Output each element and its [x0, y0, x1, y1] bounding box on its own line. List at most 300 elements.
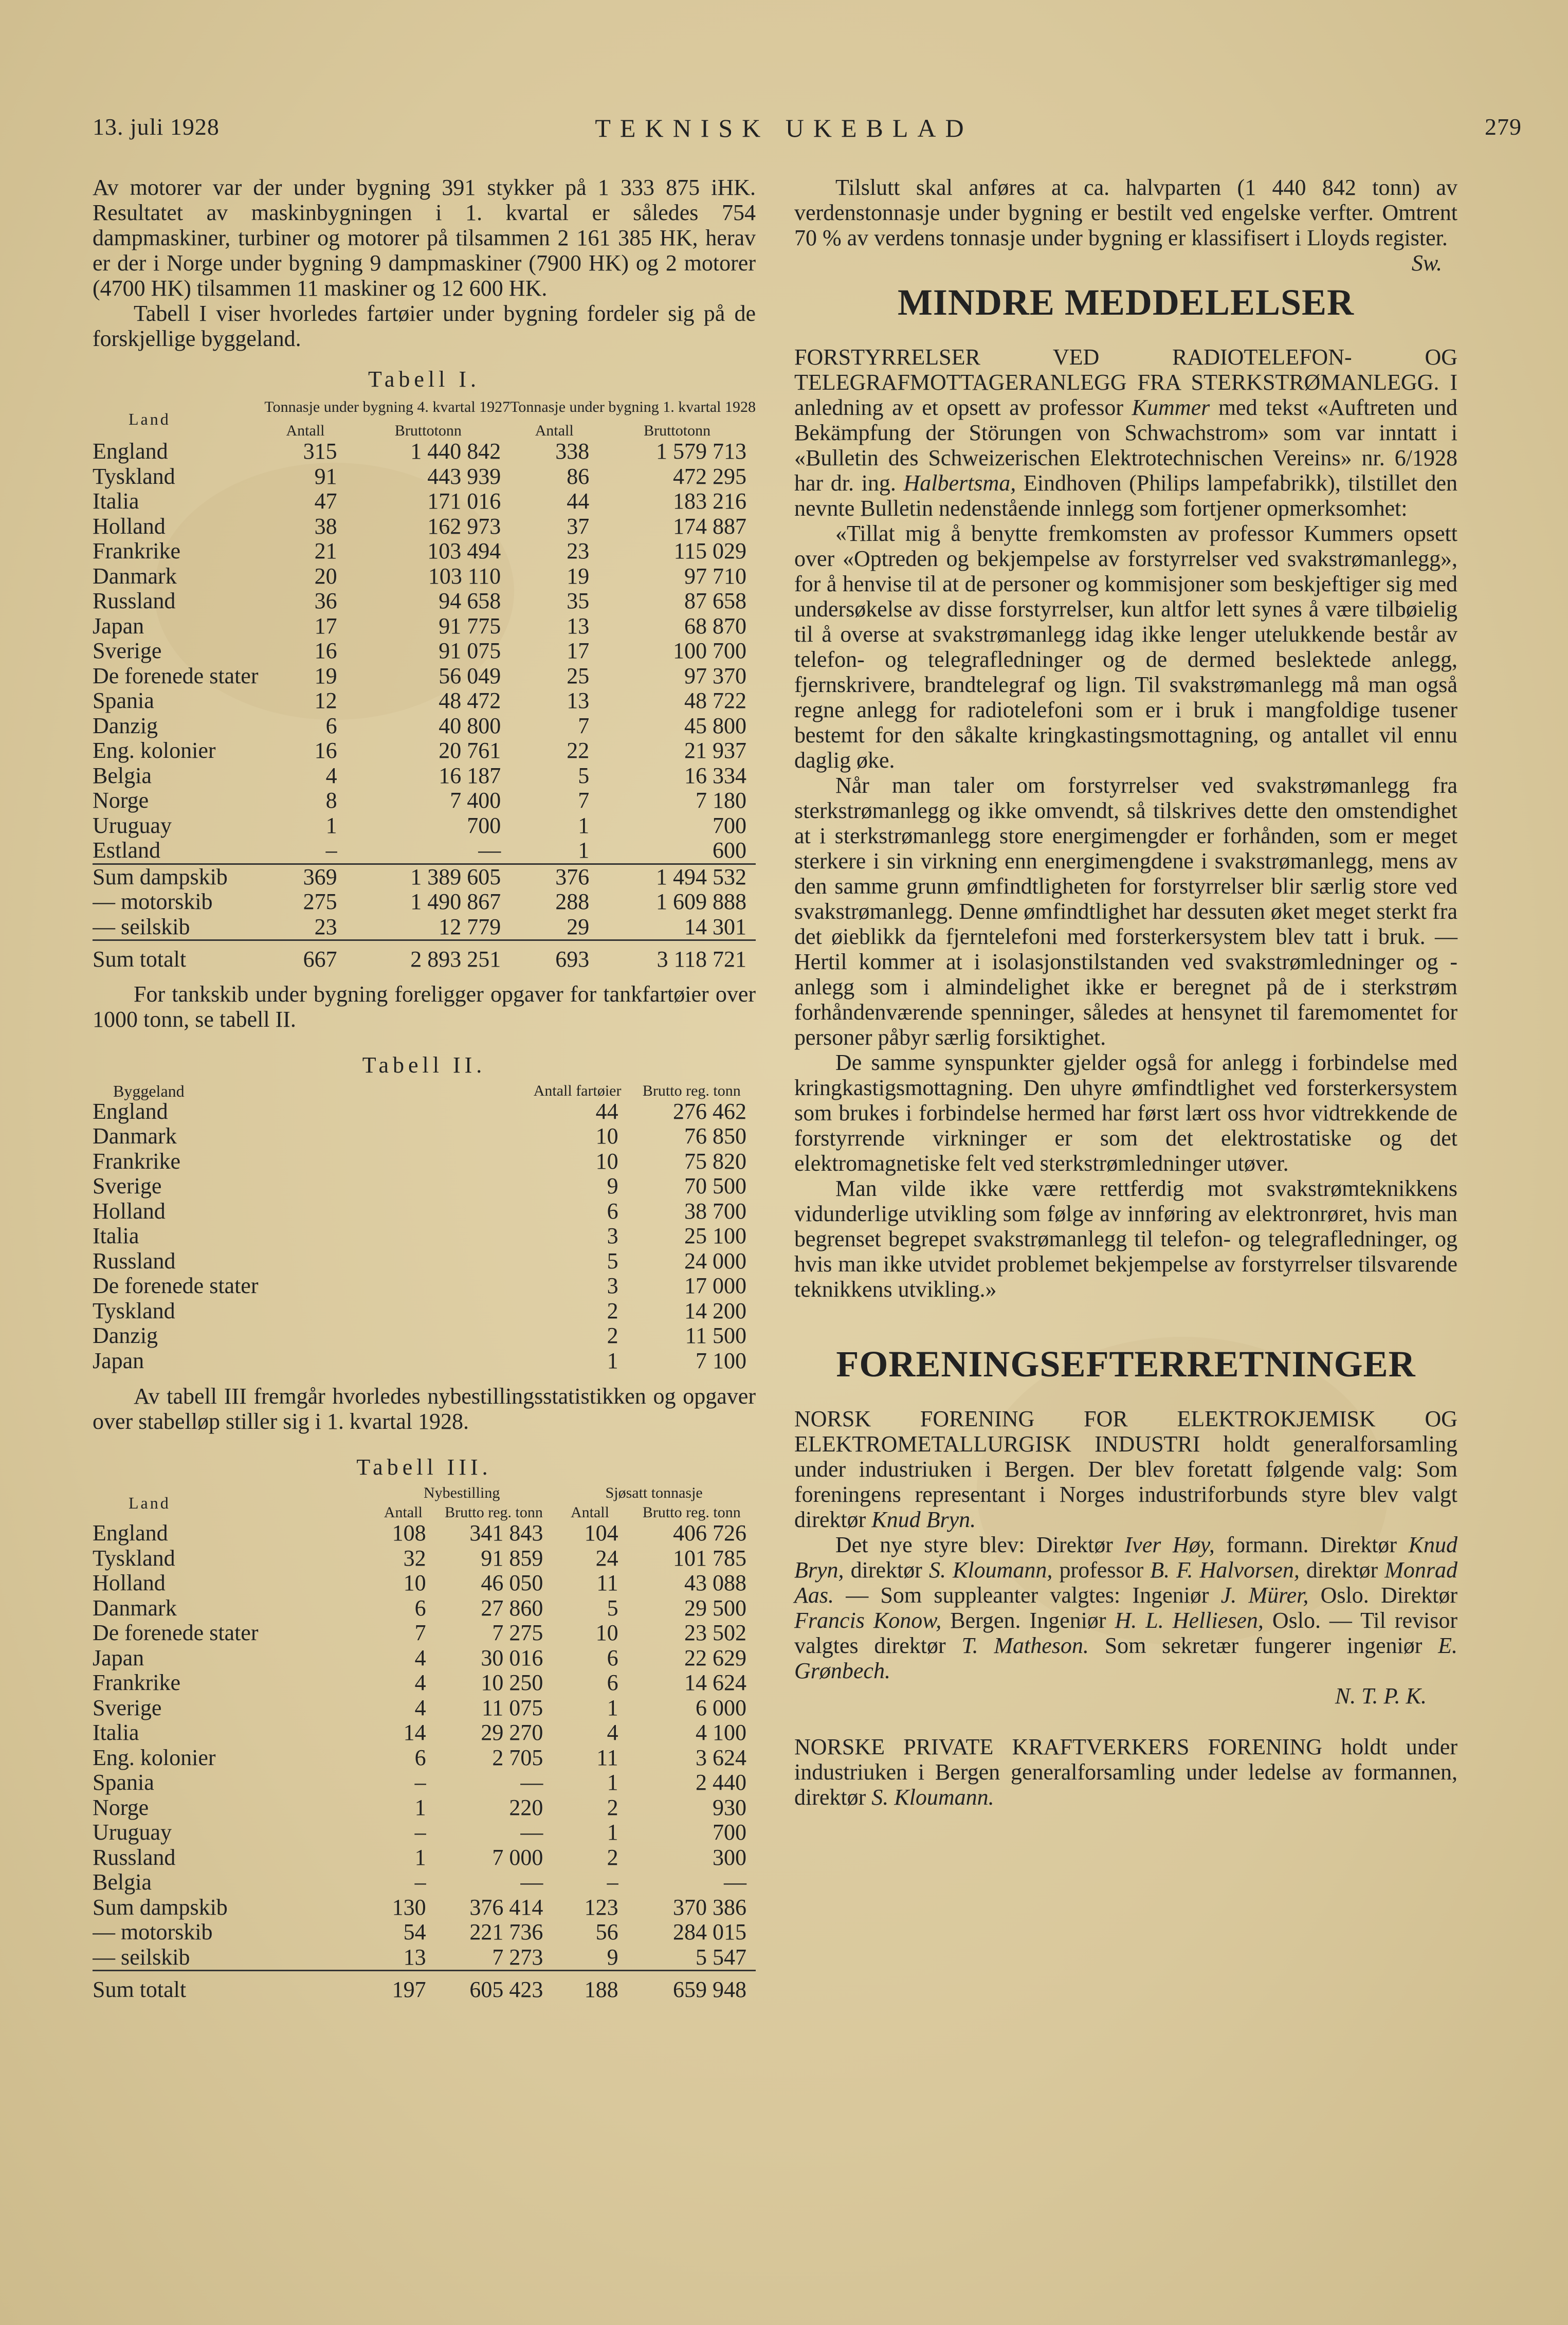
table3-value-cell: 11: [596, 1745, 618, 1770]
table1-country-cell: England: [93, 439, 168, 464]
table-row: [93, 1795, 756, 1821]
table3-value-cell: 4: [414, 1670, 426, 1695]
table3-value-cell: 4: [414, 1695, 426, 1720]
table-row: [93, 639, 756, 664]
table1-value-cell: 7 180: [696, 788, 746, 813]
table1-value-cell: 1 494 532: [656, 864, 746, 889]
table1-value-cell: 115 029: [673, 538, 746, 564]
table1-antall-header: Antall: [286, 422, 325, 439]
table-row: [93, 813, 756, 839]
table1-total-value: 693: [555, 947, 590, 972]
table3-country-cell: — motorskib: [93, 1920, 213, 1945]
article-elektrokjemisk: [794, 1406, 1457, 1532]
table-row: [93, 1845, 756, 1870]
article-text: Eindhoven (Philips lampefabrikk), tilstillet den nevnte Bulletin nedenstående innlegg som fortjener opmerksomhet:: [794, 470, 1458, 521]
table1-country-cell: Italia: [93, 489, 139, 514]
article-text: I anledning av et opsett av professor: [794, 370, 1458, 420]
article-title: NORSK FORENING FOR ELEKTROKJEMISK OG ELEKTROMETALLURGISK INDUSTRI: [794, 1406, 1457, 1457]
text: Som sekretær fungerer ingeniør: [1104, 1633, 1423, 1658]
quote-paragraph-2: Når man taler om forstyrrelser ved svakstrømanlegg fra sterkstrømanlegg og ikke omvendt, så tilskrives dette den omstendighet at i sterkstrømanlegg store energimengder er forhånden, som er meget sterkere i sin virkning enn energimengdene i svakstrømanlegg, mens av den samme grunn ømfindtligheten for forstyrrelser blir særlig store ved svakstrømanlegg. Denne ømfindtlighet har dessuten øket meget sterkt fra det øieblikk da fjerntelefoni med forsterkersystem blev tatt i bruk. — Hertil kommer at i isolasjonstilstanden ved svakstrømledninger og -anlegg som i almindelighet ikke er beregnet på de i sterkstrøm forhåndenværende spenninger, således at hensynet til faremomentet for personer påbyr særlig forsiktighet.: [794, 773, 1457, 1050]
table1-country-cell: Holland: [93, 514, 166, 539]
table3-value-cell: 10 250: [481, 1670, 543, 1695]
table2-country-cell: Japan: [93, 1348, 144, 1373]
table1-country-cell: Japan: [93, 613, 144, 639]
table1-value-cell: 103 110: [428, 563, 501, 589]
table1-country-cell: — seilskib: [93, 914, 190, 939]
table1-value-cell: 1: [578, 838, 590, 863]
table3-value-cell: 2: [607, 1844, 618, 1870]
table3-value-cell: 24: [595, 1545, 618, 1571]
person-name: B. F. Halvorsen,: [1150, 1557, 1300, 1583]
table1-value-cell: 1: [578, 812, 590, 838]
table1-value-cell: 20 761: [439, 738, 501, 763]
table2-value-cell: 11 500: [685, 1323, 746, 1348]
table2: [93, 1083, 756, 1374]
table3-value-cell: —: [520, 1820, 543, 1845]
table3-country-cell: Holland: [93, 1571, 166, 1595]
person-name: Iver Høy,: [1124, 1532, 1215, 1557]
table3-intro: Av tabell III fremgår hvorledes nybestillingsstatistikken og opgaver over stabelløp stiller sig i 1. kvartal 1928.: [93, 1384, 756, 1434]
table2-country-cell: Danzig: [93, 1323, 158, 1348]
table1-country-cell: Danzig: [93, 713, 158, 738]
intro-paragraph: Av motorer var der under bygning 391 stykker på 1 333 875 iHK. Resultatet av maskinbygningen i 1. kvartal er således 754 dampmaskiner, turbiner og motorer på tilsammen 2 161 385 HK, herav er der i Norge under bygning 9 dampmaskiner (7900 HK) og 2 motorer (4700 HK) tilsammen 11 maskiner og 12 600 HK.: [93, 175, 756, 301]
article-text: med tekst «Auftreten und Bekämpfung der Störungen von Schwachstrom» som var inntatt i «Bulletin des Schweizerischen Elektrotechnischen Vereins» nr. 6/1928 har dr. ing.: [794, 395, 1458, 496]
table3-value-cell: 27 860: [481, 1595, 543, 1621]
table3-value-cell: 14 624: [684, 1670, 746, 1695]
table1-value-cell: 5: [578, 762, 590, 788]
section-heading-foreningsefterretninger: FORENINGSEFTERRETNINGER: [836, 1343, 1416, 1385]
table3-country-cell: Spania: [93, 1770, 154, 1795]
table1-value-cell: 91 075: [439, 638, 501, 663]
table3-value-cell: 300: [713, 1844, 746, 1870]
table1-country-cell: Russland: [93, 589, 176, 613]
table2-value-cell: 75 820: [684, 1148, 746, 1174]
table3-value-cell: 23 502: [684, 1620, 746, 1645]
table1-value-cell: 600: [713, 838, 746, 863]
table-row: [93, 1895, 756, 1920]
table3-country-cell: Sum dampskib: [93, 1895, 228, 1920]
table1-value-cell: 16 187: [439, 762, 501, 788]
table1-value-cell: 91: [314, 463, 337, 489]
table3-value-cell: 123: [584, 1894, 618, 1920]
person-name: Knud Bryn,: [794, 1532, 1458, 1583]
table1-value-cell: 36: [314, 588, 337, 613]
table1-value-cell: 12 779: [439, 914, 501, 939]
table1-total-value: 3 118 721: [657, 947, 746, 972]
person-name: T. Matheson.: [961, 1633, 1089, 1658]
table2-value-cell: 1: [607, 1348, 618, 1373]
table3-value-cell: 29 500: [684, 1595, 746, 1621]
table3-value-cell: —: [724, 1869, 746, 1895]
table2-value-cell: 7 100: [696, 1348, 746, 1373]
table-row: [93, 589, 756, 614]
table2-value-cell: 10: [595, 1123, 618, 1149]
table-row: [93, 489, 756, 514]
table3-country-cell: Sverige: [93, 1695, 162, 1720]
table-row: [93, 838, 756, 864]
table-row: [93, 1820, 756, 1845]
table1-country-cell: Norge: [93, 788, 149, 813]
table-row: [93, 464, 756, 489]
section-heading-mindre-meddelelser: MINDRE MEDDELELSER: [897, 282, 1355, 323]
table-row: [93, 614, 756, 639]
table2-value-cell: 44: [595, 1098, 618, 1124]
table3-group1-header: Nybestilling: [423, 1484, 500, 1501]
quote-paragraph-3: De samme synspunkter gjelder også for anlegg i forbindelse med kringkastigsmottagning. Den uhyre ømfindtlighet ved forsterkersystem som brukes i forbindelse hermed har først lært oss hvor vidtrekkende de forstyrrende virkninger er som det elektrostatiske og det elektromagnetiske felt ved sterkstrømledninger utøver.: [794, 1050, 1457, 1176]
table-row: [93, 915, 756, 940]
table1-country-cell: — motorskib: [93, 889, 213, 914]
table-row: [93, 1149, 756, 1174]
text: formann. Direktør: [1226, 1532, 1397, 1557]
table3-value-cell: 1: [414, 1794, 426, 1820]
closing-signature: Sw.: [1411, 250, 1442, 276]
person-name: S. Kloumann.: [871, 1785, 994, 1810]
table3-country-cell: Danmark: [93, 1595, 177, 1621]
table3-value-cell: 6 000: [696, 1695, 746, 1720]
table2-value-cell: 2: [607, 1323, 618, 1348]
table1-value-cell: 16: [314, 638, 337, 663]
table3-country-cell: Russland: [93, 1845, 176, 1870]
table-row: [93, 1720, 756, 1746]
table1-value-cell: 1: [325, 812, 337, 838]
header-date: 13. juli 1928: [93, 114, 220, 140]
article-text: holdt under industriuken i Bergen generalforsamling under ledelse av formannen, direktør: [794, 1734, 1457, 1810]
table3-value-cell: 54: [403, 1919, 426, 1945]
table1-value-cell: 48 722: [684, 688, 746, 713]
table3-value-cell: 220: [509, 1794, 543, 1820]
closing-text: Tilslutt skal anføres at ca. halvparten (1 440 842 tonn) av verdenstonnasje under bygning er bestilt ved engelske verfter. Omtrent 70 % av verdens tonnasje under bygning er klassifisert i Lloyds register.: [794, 175, 1457, 250]
table3-land-header: Land: [129, 1494, 171, 1512]
table3-country-cell: Italia: [93, 1720, 139, 1745]
table1-value-cell: 7: [578, 788, 590, 813]
table1-country-cell: Spania: [93, 688, 154, 713]
table3-value-cell: 406 726: [673, 1520, 746, 1546]
table3-value-cell: 376 414: [469, 1894, 543, 1920]
table1-value-cell: 87 658: [684, 588, 746, 613]
table2-country-cell: Italia: [93, 1224, 139, 1248]
person-name: H. L. Helliesen,: [1115, 1608, 1264, 1633]
table-row: [93, 1746, 756, 1771]
table1-value-cell: 443 939: [427, 463, 501, 489]
table3-value-cell: 6: [607, 1670, 618, 1695]
table3-value-cell: 4 100: [696, 1720, 746, 1745]
table-row: [93, 1696, 756, 1721]
table3-value-cell: 370 386: [673, 1894, 746, 1920]
table-total-row: [93, 1971, 756, 2003]
table3-value-cell: 930: [713, 1794, 746, 1820]
intro-paragraph-2: Tabell I viser hvorledes fartøier under bygning fordeler sig på de forskjellige byggeland.: [93, 301, 756, 351]
table1-value-cell: 1 389 605: [410, 864, 501, 889]
table3-value-cell: 2 440: [696, 1770, 746, 1795]
table1-value-cell: 17: [567, 638, 590, 663]
table1-value-cell: 162 973: [427, 513, 501, 539]
table1-country-cell: Frankrike: [93, 539, 181, 564]
table2-value-cell: 2: [607, 1298, 618, 1323]
table1-value-cell: 174 887: [673, 513, 746, 539]
table-row: [93, 1596, 756, 1621]
table3-country-cell: Tyskland: [93, 1546, 175, 1571]
table1-value-cell: 21 937: [684, 738, 746, 763]
table-row: [93, 1224, 756, 1249]
text: — Som suppleanter valgtes: Ingeniør: [846, 1583, 1209, 1608]
table-row: [93, 1571, 756, 1596]
table1-value-cell: 1 490 867: [410, 889, 501, 914]
table-row: [93, 1621, 756, 1646]
text: direktør: [850, 1557, 922, 1583]
table3-value-cell: 30 016: [481, 1645, 543, 1670]
table1-total-value: 667: [303, 947, 337, 972]
text: Oslo. — Til revisor valgtes direktør: [794, 1608, 1458, 1658]
table3-value-cell: 5: [607, 1595, 618, 1621]
table1-value-cell: 94 658: [439, 588, 501, 613]
table2-country-cell: Tyskland: [93, 1298, 175, 1323]
table1-value-cell: 472 295: [673, 463, 746, 489]
table2-value-cell: 76 850: [684, 1123, 746, 1149]
table1-value-cell: 700: [467, 812, 501, 838]
table3-country-cell: Norge: [93, 1795, 149, 1820]
table3-brutto-header: Brutto reg. tonn: [642, 1504, 741, 1521]
table3-value-cell: 1: [414, 1844, 426, 1870]
header-page-number: 279: [1485, 114, 1522, 140]
table3-value-cell: 700: [713, 1820, 746, 1845]
table3-total-value: 197: [392, 1977, 426, 2002]
table-row: [93, 788, 756, 813]
table3-value-cell: 91 859: [481, 1545, 543, 1571]
table3-value-cell: 3 624: [696, 1745, 746, 1770]
table-row: [93, 1274, 756, 1299]
table1-value-cell: 20: [314, 563, 337, 589]
table-row: [93, 1670, 756, 1696]
table3-value-cell: 10: [595, 1620, 618, 1645]
table1-total-value: 2 893 251: [410, 947, 501, 972]
table1-value-cell: 16 334: [684, 762, 746, 788]
table1-value-cell: 86: [567, 463, 590, 489]
table-row: [93, 1546, 756, 1571]
table3-value-cell: 101 785: [673, 1545, 746, 1571]
text: Det nye styre blev: Direktør: [835, 1532, 1113, 1557]
table1-value-cell: 1 609 888: [656, 889, 746, 914]
table3-value-cell: 6: [414, 1745, 426, 1770]
table2-title: Tabell II.: [362, 1052, 486, 1078]
table2-brutto-header: Brutto reg. tonn: [642, 1082, 741, 1099]
table3-value-cell: 14: [403, 1720, 426, 1745]
table-row: [93, 688, 756, 714]
table1-value-cell: 29: [567, 914, 590, 939]
text: Oslo. Direktør: [1320, 1583, 1458, 1608]
table2-land-header: Byggeland: [113, 1081, 185, 1100]
table2-country-cell: Frankrike: [93, 1149, 181, 1174]
table3-value-cell: –: [414, 1770, 426, 1795]
table1-value-cell: 700: [713, 812, 746, 838]
table2-country-cell: De forenede stater: [93, 1274, 259, 1298]
table3-value-cell: –: [414, 1820, 426, 1845]
table3-value-cell: 10: [403, 1570, 426, 1595]
table1-value-cell: —: [478, 838, 501, 863]
table1-value-cell: 35: [567, 588, 590, 613]
table3-value-cell: 29 270: [481, 1720, 543, 1745]
table3-group2-header: Sjøsatt tonnasje: [605, 1484, 703, 1501]
table3-value-cell: 1: [607, 1695, 618, 1720]
table2-value-cell: 14 200: [684, 1298, 746, 1323]
table-row: [93, 1646, 756, 1671]
table3-value-cell: 6: [414, 1595, 426, 1621]
table1-value-cell: 1 440 842: [410, 439, 501, 464]
table3-value-cell: 221 736: [469, 1919, 543, 1945]
table3-value-cell: 7 275: [492, 1620, 543, 1645]
table1-value-cell: 8: [325, 788, 337, 813]
table1-value-cell: 25: [567, 663, 590, 688]
table1-value-cell: 376: [555, 864, 590, 889]
table1-value-cell: 103 494: [427, 538, 501, 564]
table1-value-cell: 19: [567, 563, 590, 589]
person-name: J. Mürer,: [1220, 1583, 1309, 1608]
table1-value-cell: 13: [567, 688, 590, 713]
table3-value-cell: 7 000: [492, 1844, 543, 1870]
table3-value-cell: 104: [584, 1520, 618, 1546]
closing-paragraph: [794, 175, 1457, 276]
table-row: [93, 1249, 756, 1274]
table2-value-cell: 17 000: [684, 1273, 746, 1298]
table1-country-cell: Tyskland: [93, 464, 175, 489]
table3-value-cell: 108: [392, 1520, 426, 1546]
author-name: Kummer: [1132, 395, 1210, 420]
table2-value-cell: 24 000: [684, 1248, 746, 1274]
table3-country-cell: Frankrike: [93, 1670, 181, 1695]
table1-country-cell: Sum dampskib: [93, 864, 228, 889]
person-name: Monrad Aas.: [794, 1557, 1458, 1608]
table1-value-cell: 14 301: [684, 914, 746, 939]
table3-value-cell: 1: [607, 1820, 618, 1845]
table1-country-cell: Belgia: [93, 763, 152, 788]
table1-value-cell: 288: [555, 889, 590, 914]
table1-value-cell: 97 370: [684, 663, 746, 688]
table3-country-cell: Japan: [93, 1645, 144, 1670]
person-name: S. Kloumann,: [928, 1557, 1053, 1583]
table1-value-cell: 21: [314, 538, 337, 564]
table3-country-cell: De forenede stater: [93, 1621, 259, 1645]
quote-paragraph-1: «Tillat mig å benytte fremkomsten av professor Kummers opsett over «Optreden og bekjempelse av forstyrrelser ved svakstrømanlegg», for å henvise til at de personer og kommisjoner som beskjeftiger sig med undersøkelse av disse forstyrrelser, kun altfor lett synes å være tilbøielig til å overse at svakstrømanlegg idag ikke lenger utelukkende består av telefon- og telegrafledninger og de dermed beslektede anlegg, fjernskrivere, brandtelegraf og lign. Til svakstrømanlegg må man også regne anlegg for radiotelefoni som er i bruk i mangfoldige tusener bestemt for den såkalte kringkastingsmottagning, og antallet vil ennu daglig øke.: [794, 521, 1457, 773]
table3-value-cell: 5 547: [696, 1944, 746, 1970]
table3-value-cell: —: [520, 1869, 543, 1895]
table2-value-cell: 25 100: [684, 1223, 746, 1248]
table3-country-cell: Uruguay: [93, 1820, 172, 1845]
table2-country-cell: Sverige: [93, 1174, 162, 1198]
table1-value-cell: 47: [314, 488, 337, 514]
table2-value-cell: 276 462: [673, 1098, 746, 1124]
table-row: [93, 564, 756, 589]
tank-paragraph: For tankskib under bygning foreligger opgaver for tankfartøier over 1000 tonn, se tabell II.: [93, 981, 756, 1032]
table1-value-cell: 97 710: [684, 563, 746, 589]
board-paragraph: [794, 1532, 1457, 1683]
table1-land-header: Land: [129, 410, 171, 428]
table1-value-cell: 56 049: [439, 663, 501, 688]
table1: [93, 399, 756, 972]
table-row: [93, 738, 756, 764]
table-row: [93, 1349, 756, 1374]
table2-value-cell: 5: [607, 1248, 618, 1274]
table1-value-cell: 68 870: [684, 613, 746, 639]
table2-value-cell: 10: [595, 1148, 618, 1174]
table-row: [93, 1521, 756, 1546]
table3-value-cell: 4: [607, 1720, 618, 1745]
table3-value-cell: 32: [403, 1545, 426, 1571]
text: professor: [1059, 1557, 1144, 1583]
table2-value-cell: 9: [607, 1173, 618, 1198]
table3-total-value: 605 423: [469, 1977, 543, 2002]
table2-value-cell: 3: [607, 1223, 618, 1248]
table3-antall-header: Antall: [384, 1504, 423, 1521]
table1-value-cell: 1 579 713: [656, 439, 746, 464]
article-title: FORSTYRRELSER VED RADIOTELEFON- OG TELEGRAFMOTTAGERANLEGG FRA STERKSTRØMANLEGG.: [794, 344, 1457, 395]
table3-value-cell: 6: [607, 1645, 618, 1670]
table-row: [93, 1945, 756, 1971]
table3-value-cell: 4: [414, 1645, 426, 1670]
table2-antall-header: Antall fartøier: [533, 1082, 622, 1099]
article-kraftverkers: [794, 1734, 1457, 1810]
table1-value-cell: 40 800: [439, 713, 501, 738]
table2-value-cell: 70 500: [684, 1173, 746, 1198]
table1-value-cell: 12: [314, 688, 337, 713]
table1-title: Tabell I.: [368, 367, 480, 392]
table3-value-cell: 2: [607, 1794, 618, 1820]
table1-value-cell: 91 775: [439, 613, 501, 639]
table3-value-cell: 56: [595, 1919, 618, 1945]
person-name: Knud Bryn.: [871, 1507, 976, 1532]
table-row: [93, 539, 756, 564]
table3-value-cell: —: [520, 1770, 543, 1795]
table1-country-cell: De forenede stater: [93, 663, 259, 688]
author-name: Halbertsma,: [903, 470, 1016, 496]
table-row: [93, 864, 756, 889]
table1-value-cell: 38: [314, 513, 337, 539]
header-journal: TEKNISK UKEBLAD: [595, 114, 973, 142]
table3-value-cell: 11 075: [481, 1695, 543, 1720]
table1-value-cell: 23: [314, 914, 337, 939]
table3-value-cell: 13: [403, 1944, 426, 1970]
table1-group2-header: Tonnasje under bygning 1. kvartal 1928: [510, 398, 756, 415]
table2-value-cell: 3: [607, 1273, 618, 1298]
table3-country-cell: England: [93, 1521, 168, 1546]
table3-value-cell: –: [607, 1869, 618, 1895]
table1-value-cell: 7: [578, 713, 590, 738]
table3-value-cell: 2 705: [492, 1745, 543, 1770]
table1-value-cell: 183 216: [673, 488, 746, 514]
table1-value-cell: 4: [325, 762, 337, 788]
table1-value-cell: 171 016: [427, 488, 501, 514]
article-title: NORSKE PRIVATE KRAFTVERKERS FORENING: [794, 1734, 1322, 1759]
table-row: [93, 439, 756, 464]
text: direktør: [1306, 1557, 1378, 1583]
table1-value-cell: 315: [303, 439, 337, 464]
table2-country-cell: Holland: [93, 1198, 166, 1224]
table3-value-cell: 22 629: [684, 1645, 746, 1670]
table3: [93, 1485, 756, 2003]
table1-value-cell: 275: [303, 889, 337, 914]
table3-total-value: 188: [584, 1977, 618, 2002]
table-row: [93, 889, 756, 915]
table-row: [93, 1099, 756, 1124]
table3-country-cell: — seilskib: [93, 1945, 190, 1970]
table2-country-cell: England: [93, 1099, 168, 1124]
table1-value-cell: 6: [325, 713, 337, 738]
table3-total-value: 659 948: [673, 1977, 746, 2002]
table3-title: Tabell III.: [356, 1455, 492, 1480]
article-text: holdt generalforsamling under industriuken i Bergen. Der blev foretatt følgende valg: Som foreningens representant i Norges industriforbunds styre blev valgt direktør: [794, 1431, 1458, 1532]
table3-country-cell: Eng. kolonier: [93, 1745, 216, 1770]
table1-country-cell: Eng. kolonier: [93, 738, 216, 763]
table1-value-cell: 17: [314, 613, 337, 639]
table-row: [93, 1920, 756, 1945]
